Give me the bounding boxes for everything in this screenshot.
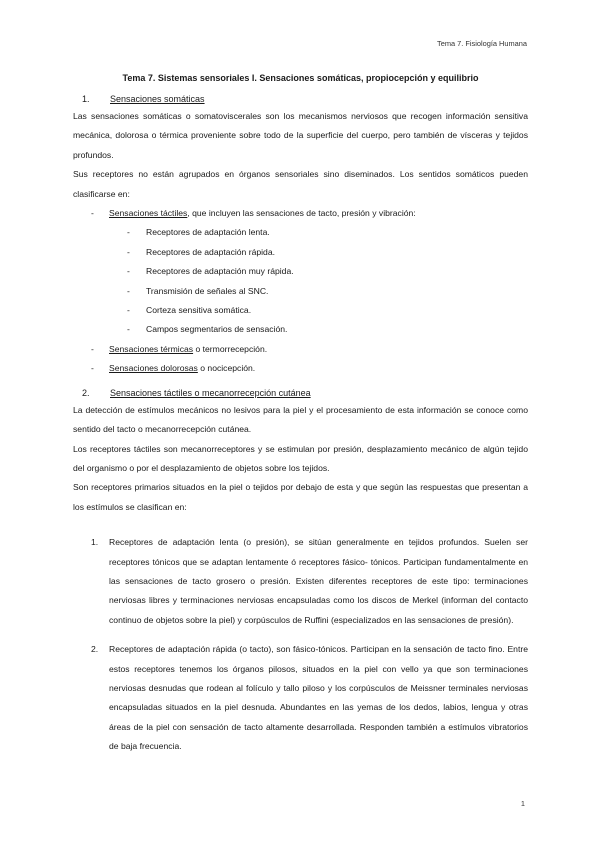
section-heading (73, 91, 528, 107)
section-heading (73, 385, 528, 401)
list-item: - Sensaciones térmicas o termorrecepción. (91, 343, 268, 354)
document-body (73, 71, 528, 757)
page-number: 1 (520, 799, 525, 808)
list-item-text: o termorrecepción. (193, 343, 268, 354)
sub-list-item: - Transmisión de señales al SNC. (127, 285, 269, 296)
sub-list-item: - Receptores de adaptación rápida. (127, 246, 275, 257)
list-item-text: , que incluyen las sensaciones de tacto, presión y vibración: (187, 208, 416, 219)
paragraph: Los receptores táctiles son mecanorreceptores y se estimulan por presión, desplazamiento mecánico de algún tejido del organismo o por el desplazamiento de objetos sobre los tejidos. (73, 443, 528, 473)
list-item-term: Sensaciones táctiles (109, 208, 188, 219)
list-item: - Sensaciones dolorosas o nocicepción. (91, 363, 256, 374)
section-number: 2. (82, 387, 90, 398)
list-item-term: Sensaciones dolorosas (109, 363, 198, 374)
section-number: 1. (82, 94, 90, 104)
list-item-text: o nocicepción. (197, 363, 256, 374)
numbered-list-item: 2. Receptores de adaptación rápida (o tacto), son fásico-tónicos. Participan en la sensación de tacto fino. Entre estos receptores tenemos los órganos pilosos, situados en la piel con vello ya que son terminaciones nerviosas desnudas que rodean al folículo y tallo piloso y los corpúsculos de Meissner terminales nerviosas encapsuladas situados en la piel desnuda. Abundantes en las yemas de los dedos, labios, lengua y otras áreas de la piel con sensación de tacto altamente desarrollada. Responden también a estímulos vibratorios de baja frecuencia. (91, 644, 528, 752)
page-title: Tema 7. Sistemas sensoriales I. Sensaciones somáticas, propiocepción y equilibrio (122, 73, 479, 83)
paragraph: La detección de estímulos mecánicos no lesivos para la piel y el procesamiento de esta información se conoce como sentido del tacto o mecanorrecepción cutánea. (73, 404, 528, 435)
list-item: - Sensaciones táctiles, que incluyen las sensaciones de tacto, presión y vibración: (91, 208, 416, 219)
paragraph: Son receptores primarios situados en la piel o tejidos por debajo de esta y que según las respuestas que presentan a los estímulos se clasifican en: (73, 482, 528, 512)
paragraph: Sus receptores no están agrupados en órganos sensoriales sino diseminados. Los sentidos somáticos pueden clasificarse en: (73, 169, 528, 199)
sub-list-item: - Receptores de adaptación muy rápida. (127, 266, 294, 277)
sub-list-item: - Corteza sensitiva somática. (127, 305, 252, 316)
sub-list-item: - Receptores de adaptación lenta. (127, 227, 270, 238)
sub-list-item: - Campos segmentarios de sensación. (127, 324, 288, 335)
page-header: Tema 7. Fisiología Humana (437, 39, 527, 48)
section-title: Sensaciones somáticas (110, 94, 205, 104)
section-title: Sensaciones táctiles o mecanorrecepción cutánea (110, 387, 311, 398)
numbered-list-item: 1. Receptores de adaptación lenta (o presión), se sitúan generalmente en tejidos profundos. Suelen ser receptores tónicos que se adaptan lentamente ó receptores fásico- tónicos. Participan fundamentalmente en las sensaciones de tacto grosero o presión. Existen diferentes receptores de este tipo: terminaciones nerviosas libres y terminaciones nerviosas encapsuladas como los discos de Merkel (informan del contacto continuo de objetos sobre la piel) y corpúsculos de Ruffini (especializados en las sensaciones de presión). (91, 537, 528, 625)
paragraph: Las sensaciones somáticas o somatoviscerales son los mecanismos nerviosos que recogen información sensitiva mecánica, dolorosa o térmica proveniente sobre todo de la superficie del cuerpo, pero también de vísceras y tejidos profundos. (73, 111, 528, 160)
list-item-term: Sensaciones térmicas (109, 343, 194, 354)
